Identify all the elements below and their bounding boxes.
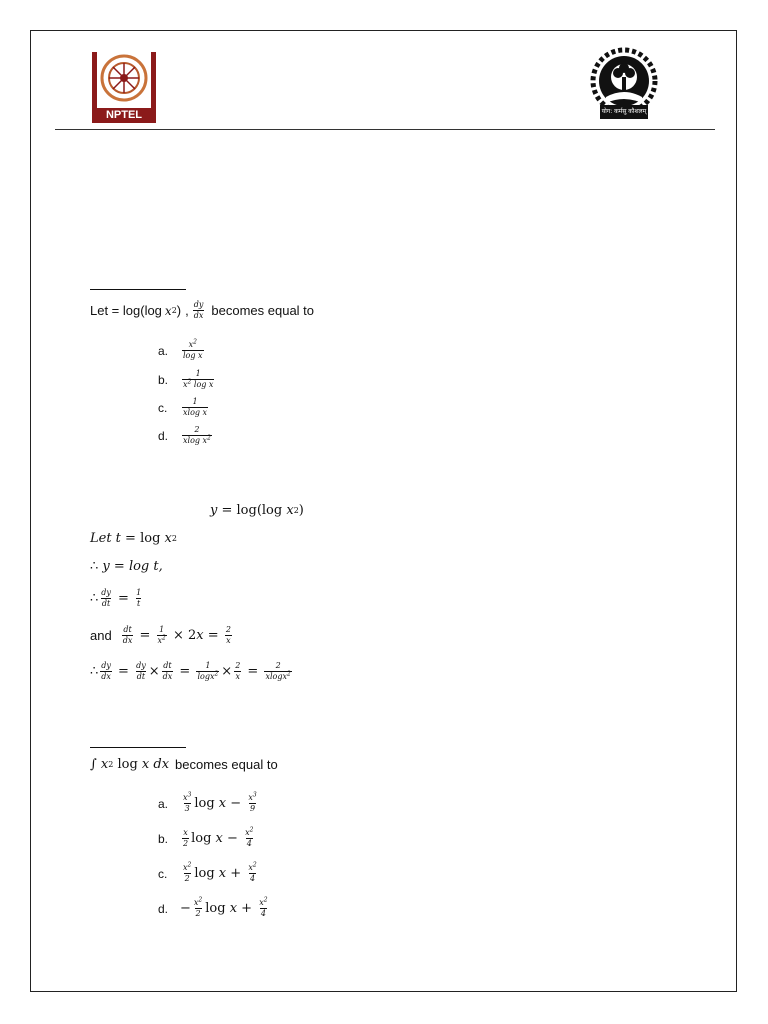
q1-option-a: a. $\frac{x^2}{\text{log x}}$	[158, 338, 203, 360]
q1-option-b: b. $\frac{1}{x^2 \log x}$	[158, 369, 214, 389]
q2-option-d: d. − $\frac{x^2}{2}$ log x + $\frac{x^2}{4}$	[158, 896, 268, 918]
q1-stem-suffix: becomes equal to	[211, 303, 315, 318]
and-label: and	[90, 628, 112, 643]
seal-motto: योग: कर्मसु कौशलम्	[601, 108, 647, 115]
solution-1-line-6: ∴ $\frac{dy}{dx}$ = $\frac{dy}{dt}$ × $\frac{dt}{dx}$ = $\frac{1}{\log x^2}$ × $\frac{2}{x}$ = $\frac{2}{xlogx^2}$	[90, 661, 291, 681]
solution-1-line-3: ∴ y = log t,	[90, 559, 163, 574]
nptel-logo	[90, 50, 160, 125]
iit-kharagpur-seal	[590, 47, 658, 123]
q2-option-b: b. $\frac{x}{2}$ log x − $\frac{x^2}{4}$	[158, 826, 254, 848]
solution-1-line-2: Let t = log x 2	[90, 531, 177, 546]
question-1-blank	[90, 289, 186, 290]
q1-option-c: c. $\frac{1}{\text{xlog x}}$	[158, 397, 208, 417]
q1-stem-prefix: Let = log(log	[90, 303, 162, 318]
solution-1-line-5: and $\frac{dt}{dx}$ = $\frac{1}{x^2}$ × 2 x = $\frac{2}{x}$	[90, 625, 231, 645]
question-1-stem: Let = log(log x 2 ) , $\frac{dy}{dx}$ becomes equal to	[90, 300, 315, 320]
q1-option-d: d. $\frac{2}{xlog x^2}$	[158, 425, 211, 445]
q2-option-c: c. $\frac{x^2}{2}$ log x + $\frac{x^2}{4}$	[158, 861, 257, 883]
question-2-stem: ∫ x 2 log x dx becomes equal to	[90, 757, 278, 772]
document-page	[30, 30, 737, 992]
nptel-logo-text: NPTEL	[105, 109, 143, 121]
header-divider	[55, 129, 715, 130]
q2-option-a: a. $\frac{x^3}{3}$ log x − $\frac{x^3}{9}$	[158, 791, 257, 813]
solution-1-line-4: ∴ $\frac{dy}{dt}$ = $\frac{1}{t}$	[90, 588, 142, 608]
question-2-blank	[90, 747, 186, 748]
solution-1-line-1: y = log(log x 2 )	[210, 503, 304, 518]
q2-stem-suffix: becomes equal to	[175, 757, 278, 772]
